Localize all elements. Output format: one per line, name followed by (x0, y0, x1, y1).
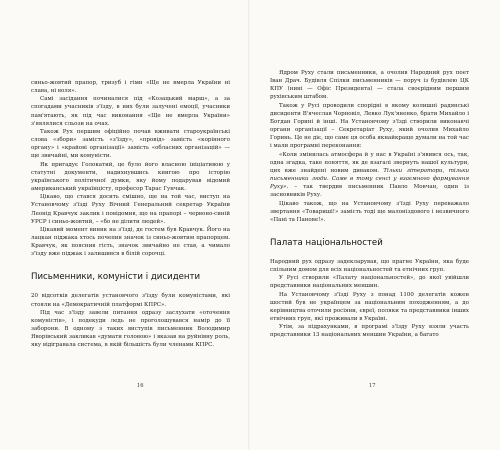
paragraph: Цікаво, що стався досить смішно, ще на той час, виступ на Установчому з'їзді Руху Вічний Генеральний секретар України Леонід Кравчук заклик і повідомив, що на прапорі – червоно-синій УРСР і синьо-жовтий, – «бо не ділити людей». (31, 194, 230, 225)
page-number-right: 17 (369, 383, 376, 389)
paragraph: синьо-жовтий прапор, тризуб і гімн «Ще не вмерла України ні слава, ні воля». (31, 80, 230, 95)
paragraph: Ядром Руху стали письменники, а очолив Народний рух поет Іван Драч. Будівля Спілки письменників — поруч із будівлею ЦК КПУ (нині — Офіс Президента) — стала своєрідним першим рухівським штабом. (270, 70, 469, 101)
right-page-top-text (270, 69, 469, 224)
page-number-left: 16 (137, 383, 144, 389)
left-page-bottom-text (31, 292, 230, 349)
paragraph: Під час з'їзду завели питання одразу заслухати «оточення комуністів», і подекуди ледь не проголошувався намір до її заборони. В одному з таких виступів письменник Володимир Яворівський закликав «думати головою» і вказав на руйнівну роль, яку відігравала система, в якій більшість були членами КПРС. (31, 309, 230, 349)
paragraph: «Коли змінилась атмосфера й у нас в Україні з'явився ось, так, одна згадка, таке поняття, як де взагалі звернуть нашої культури, цих вже знайдені новим диваком. Тільки літератори, тільки письменники люди. Саме в тому сенсі у взаємного формування Руху». – так твердив письменник Павло Мовчан, один із засновників Руху. (270, 151, 469, 199)
left-section-heading: Письменники, комуністи і дисиденти (31, 272, 201, 283)
paragraph: Цікаво також, що на Установчому з'їзді Руху переважало звертання «Товариші!» замість тоді ще малоніздового і незвичного «Пані та Панове!». (270, 200, 469, 223)
paragraph: 20 відсотків делегатів установчого з'їзду були комуністами, які стояли на «Демократичній платформі КПРС». (31, 293, 230, 308)
paragraph: У Русі створили «Палату національностей», до якої увійшли представники національних меншин. (270, 275, 469, 290)
paragraph: Як пригадує Голокатий, це було його власною ініціативою у статутні документи, надихнувшись книгою про історію українського політичної думки, яку йому подарував відомий американський українцісту, професор Тарас Гунчак. (31, 161, 230, 193)
paragraph: Цікавий момент виник на з'їзді, де гостем був Кравчук. Його на лацкан піджака хтось почепив значок із синьо-жовтим прапорцем. Кравчук, як пояснив гість, значок звичайно не став, а чимало з'їзду вже піджак і залишився в білій сорочці. (31, 226, 230, 258)
paragraph: Народний рух одразу задекларував, що прагне України, яка буде спільним домом для всіх національностей та етнічних груп. (270, 258, 469, 274)
left-page-top-text (31, 79, 230, 258)
right-page-bottom-text (270, 258, 469, 340)
right-page (250, 0, 500, 450)
paragraph: Також Рух першим офіційно почав вживати староукраїнські слова «збори» замість «з'їзду», «провід» замість «корінного органу» і «крайові організації» замість «обласних організацій» — ще звичайні, ми комуністи. (31, 128, 230, 160)
paragraph: Також у Русі проводили спорідні в якому колишні радянські дисиденти В'ячеслав Чорновіл, Левко Лук'яненко, брати Михайло і Богдан Горині й інші. На Установчому з'їзді створили виконавчі органи організації – Секретаріат Руху, який очолив Михайло Горинь. Це не діє, що саме ця особа якнайкраще думали на той час і мали програмні переконання: (270, 102, 469, 150)
right-section-heading: Палата національностей (270, 237, 383, 248)
paragraph: На Установчому з'їзді Руху з понад 1100 делегатів кожен шостий був не українцем за національним походженням, а до керівництва оточили росіяни, євреї, поляки та представники інших етнічних груп, які проживали в Україні. (270, 291, 469, 323)
paragraph: Утім, за підрахунками, в програмі з'їзду Руху взяли участь представники 13 національних меншин України, а багато (270, 324, 469, 339)
paragraph: Самі засідання починалися під «Козацький марш», а за спогадами учасників з'їзду, в них були залучені емоції, учасники пам'ятають, як під час виконання «Ще не вмерла України» з'являлися сльози на очах. (31, 96, 230, 127)
